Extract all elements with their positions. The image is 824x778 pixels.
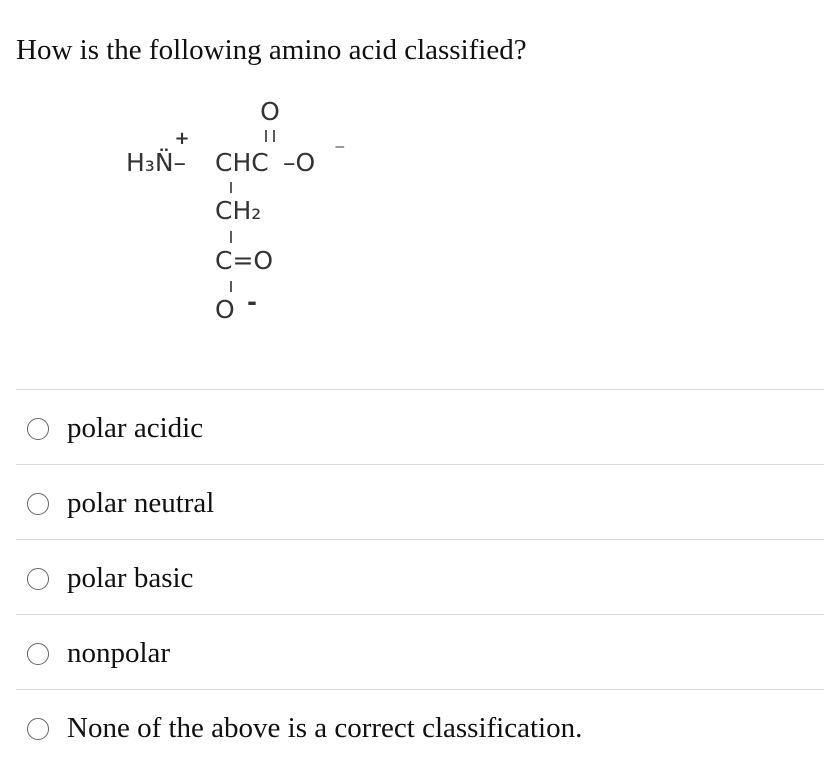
- ammonium-charge-plus: +: [174, 128, 190, 149]
- option-label: None of the above is a correct classification.: [67, 712, 583, 744]
- option-label: nonpolar: [67, 637, 171, 669]
- radio-button[interactable]: [27, 643, 49, 665]
- carbonyl-oxygen-top: O: [260, 97, 280, 126]
- answer-options: [16, 389, 824, 764]
- amino-acid-structure: [120, 92, 360, 342]
- backbone-carbons: CHC: [215, 148, 269, 177]
- radio-button[interactable]: [27, 718, 49, 740]
- side-chain-oxygen: O: [215, 295, 235, 324]
- backbone-charge-minus: ⁻: [334, 139, 346, 164]
- side-chain-ch2: CH₂: [215, 196, 262, 225]
- option-polar-basic[interactable]: [16, 539, 824, 614]
- option-label: polar acidic: [67, 412, 204, 444]
- option-polar-neutral[interactable]: [16, 464, 824, 539]
- option-nonpolar[interactable]: [16, 614, 824, 689]
- option-label: polar basic: [67, 562, 194, 594]
- radio-button[interactable]: [27, 493, 49, 515]
- question-text: How is the following amino acid classified?: [16, 34, 527, 66]
- option-label: polar neutral: [67, 487, 215, 519]
- option-none-of-the-above[interactable]: [16, 689, 824, 764]
- side-chain-carbonyl: C=O: [215, 246, 274, 275]
- backbone-ammonium: H₃N̈–: [126, 148, 187, 177]
- side-chain-charge-minus: -: [247, 288, 257, 316]
- backbone-carboxylate-o: –O: [283, 148, 316, 177]
- radio-button[interactable]: [27, 418, 49, 440]
- option-polar-acidic[interactable]: [16, 389, 824, 464]
- radio-button[interactable]: [27, 568, 49, 590]
